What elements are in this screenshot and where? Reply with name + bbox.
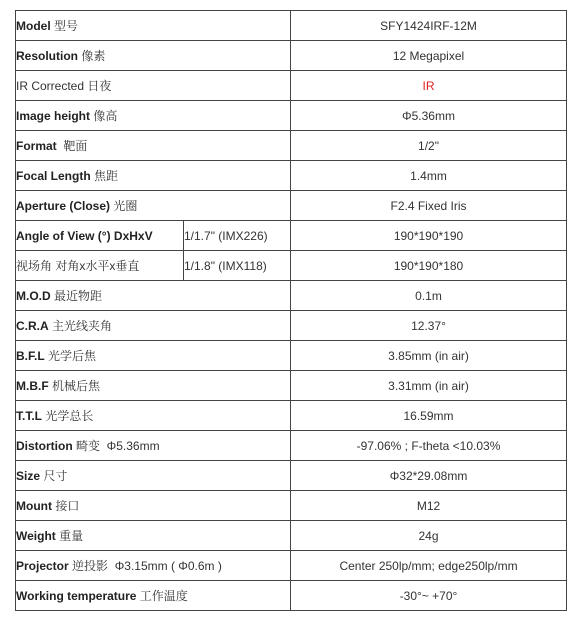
spec-label-cn: 像素 xyxy=(78,49,106,63)
spec-label xyxy=(16,71,291,101)
spec-label-cn: 像高 xyxy=(90,109,118,123)
spec-value: 0.1m xyxy=(291,281,567,311)
spec-row xyxy=(16,11,567,41)
spec-row xyxy=(16,131,567,161)
spec-row xyxy=(16,491,567,521)
spec-value: 12 Megapixel xyxy=(291,41,567,71)
spec-row xyxy=(16,521,567,551)
spec-label-en: M.O.D xyxy=(16,289,51,303)
spec-label xyxy=(16,341,291,371)
aov-sensor: 1/1.7" (IMX226) xyxy=(184,221,291,251)
spec-label-en: Format xyxy=(16,139,57,153)
spec-label xyxy=(16,521,291,551)
spec-value: 24g xyxy=(291,521,567,551)
spec-label xyxy=(16,311,291,341)
spec-label-cn: 尺寸 xyxy=(40,469,68,483)
spec-row xyxy=(16,461,567,491)
spec-label-en: Image height xyxy=(16,109,91,123)
spec-label-cn: 逆投影 Φ3.15mm ( Φ0.6m ) xyxy=(68,559,222,573)
spec-label-cn: 光圈 xyxy=(110,199,138,213)
spec-row xyxy=(16,101,567,131)
spec-value: IR xyxy=(291,71,567,101)
spec-row xyxy=(16,311,567,341)
spec-label-cn: 焦距 xyxy=(90,169,119,183)
spec-label xyxy=(16,131,291,161)
spec-value: 3.85mm (in air) xyxy=(291,341,567,371)
spec-label xyxy=(16,191,291,221)
spec-row xyxy=(16,191,567,221)
spec-label-cn: 主光线夹角 xyxy=(48,319,113,333)
spec-label-cn: 畸变 Φ5.36mm xyxy=(72,439,160,453)
aov-label-en xyxy=(16,221,184,251)
spec-row xyxy=(16,161,567,191)
spec-value: SFY1424IRF-12M xyxy=(291,11,567,41)
spec-label-en: Size xyxy=(16,469,41,483)
spec-row xyxy=(16,371,567,401)
spec-label xyxy=(16,371,291,401)
aov-label-text: 视场角 对角x水平x垂直 xyxy=(16,259,140,273)
spec-label xyxy=(16,431,291,461)
spec-value: 1/2" xyxy=(291,131,567,161)
spec-label-en: Mount xyxy=(16,499,52,513)
spec-row xyxy=(16,551,567,581)
spec-label xyxy=(16,461,291,491)
spec-row xyxy=(16,431,567,461)
spec-row xyxy=(16,71,567,101)
spec-row xyxy=(16,401,567,431)
spec-label xyxy=(16,41,291,71)
aov-row xyxy=(16,251,567,281)
spec-label-en: B.F.L xyxy=(16,349,45,363)
spec-value: 3.31mm (in air) xyxy=(291,371,567,401)
spec-value: Φ32*29.08mm xyxy=(291,461,567,491)
aov-value: 190*190*190 xyxy=(291,221,567,251)
spec-label-en: M.B.F xyxy=(16,379,49,393)
spec-value: 16.59mm xyxy=(291,401,567,431)
spec-label-en: Working temperature xyxy=(16,589,137,603)
aov-value: 190*190*180 xyxy=(291,251,567,281)
spec-label xyxy=(16,11,291,41)
spec-label-en: Projector xyxy=(16,559,69,573)
spec-label xyxy=(16,551,291,581)
spec-label-cn: 型号 xyxy=(50,19,79,33)
spec-label xyxy=(16,401,291,431)
spec-value: F2.4 Fixed Iris xyxy=(291,191,567,221)
spec-table-body xyxy=(16,11,567,611)
spec-row xyxy=(16,341,567,371)
spec-label xyxy=(16,101,291,131)
spec-label xyxy=(16,581,291,611)
spec-table xyxy=(15,10,567,611)
spec-label-en: T.T.L xyxy=(16,409,42,423)
spec-row xyxy=(16,41,567,71)
spec-label xyxy=(16,161,291,191)
spec-label-en: Distortion xyxy=(16,439,73,453)
spec-label-en: Focal Length xyxy=(16,169,91,183)
spec-value: -97.06% ; F-theta <10.03% xyxy=(291,431,567,461)
spec-label-cn: 重量 xyxy=(55,529,84,543)
spec-label-cn: 工作温度 xyxy=(136,589,188,603)
spec-label-cn: 光学后焦 xyxy=(44,349,97,363)
spec-row xyxy=(16,581,567,611)
spec-label-cn: 靶面 xyxy=(56,139,88,153)
aov-sensor: 1/1.8" (IMX118) xyxy=(184,251,291,281)
spec-label-cn: 光学总长 xyxy=(42,409,94,423)
spec-label-en: C.R.A xyxy=(16,319,49,333)
spec-label-cn: 机械后焦 xyxy=(48,379,101,393)
spec-label-cn: 接口 xyxy=(51,499,80,513)
aov-label-text: Angle of View (°) DxHxV xyxy=(16,228,153,243)
spec-label xyxy=(16,491,291,521)
aov-label-cn xyxy=(16,251,184,281)
spec-label-en: Resolution xyxy=(16,49,78,63)
spec-value: Φ5.36mm xyxy=(291,101,567,131)
spec-label xyxy=(16,281,291,311)
spec-label-cn: 最近物距 xyxy=(50,289,103,303)
spec-row xyxy=(16,281,567,311)
aov-row xyxy=(16,221,567,251)
spec-value: 12.37° xyxy=(291,311,567,341)
spec-label-en: Model xyxy=(16,19,51,33)
spec-label-en: Aperture (Close) xyxy=(16,199,111,213)
spec-value: 1.4mm xyxy=(291,161,567,191)
spec-table-container xyxy=(15,10,566,611)
spec-label-en: Weight xyxy=(16,529,56,543)
spec-value: M12 xyxy=(291,491,567,521)
spec-value: Center 250lp/mm; edge250lp/mm xyxy=(291,551,567,581)
spec-value: -30°~ +70° xyxy=(291,581,567,611)
spec-label-cn: IR Corrected 日夜 xyxy=(16,79,112,93)
